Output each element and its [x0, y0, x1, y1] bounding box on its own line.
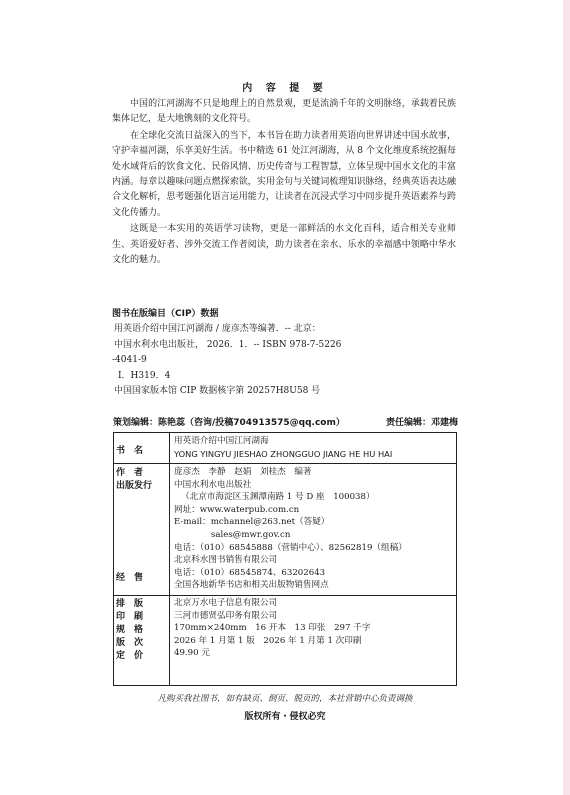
label-publisher: 出版发行 [116, 481, 153, 491]
printing-company: 三河市德贤弘印务有限公司 [174, 610, 278, 621]
editors-line [113, 417, 458, 429]
cip-line: 中国国家版本馆 CIP 数据核字第 20257H8U58 号 [114, 386, 321, 397]
table-row-divider [114, 595, 456, 596]
distributor-name: 北京科水图书销售有限公司 [174, 555, 278, 566]
publisher-email: sales@mwr.gov.cn [211, 529, 291, 540]
summary-paragraph: 这既是一本实用的英语学习读物，更是一部鲜活的水文化百科，适合相关专业师生、英语爱好者、涉外交流工作者阅读，助力读者在亲水、乐水的幸福感中领略中华水文化的魅力。 [112, 224, 456, 266]
label-edition: 版 次 [116, 638, 144, 648]
summary-body [112, 97, 456, 268]
value-title [174, 435, 453, 460]
summary-title: 内 容 提 要 [242, 83, 328, 94]
cip-line: 中国水利水电出版社， 2026．1．-- ISBN 978-7-5226 [114, 339, 342, 350]
cip-heading: 图书在版编目（CIP）数据 [112, 309, 219, 319]
publisher-website: 网址：www.waterpub.com.cn [174, 504, 300, 515]
cip-line: 用英语介绍中国江河湖海 / 庞彦杰等编著．-- 北京： [114, 324, 321, 335]
publisher-phone: 电话：（010）68545888（营销中心）、82562819（组稿） [174, 542, 407, 553]
cip-line: -4041-9 [112, 355, 147, 366]
distributor-phone: 电话：（010）68545874、63202643 [174, 567, 326, 578]
label-spec: 规 格 [116, 625, 144, 635]
distributor-network: 全国各地新华书店和相关出版物销售网点 [174, 580, 329, 591]
book-title-pinyin: YONG YINGYU JIESHAO ZHONGGUO JIANG HE HU HAI [174, 448, 393, 459]
summary-paragraph: 在全球化交流日益深入的当下，本书旨在助力读者用英语向世界讲述中国水故事，守护幸福河湖，乐享美好生活。书中精选 61 处江河湖海，从 8 个文化维度系统挖掘每处水域背后的饮食文化、民俗风情、历史传奇与工程智慧，立体呈现中国水文化的丰富内涵。每章以趣味问题点燃探索欲，实用金句与关键词梳理知识脉络，经典英语表达融合文化解析，思考题强化语言运用能力，让读者在沉浸式学习中同步提升英语素养与跨文化传播力。 [112, 130, 456, 218]
book-edition: 2026 年 1 月第 1 版 2026 年 1 月第 1 次印刷 [174, 635, 362, 646]
table-divider [169, 433, 170, 685]
cip-line: Ⅰ．H319．4 [118, 370, 171, 381]
publisher-email: E-mail：mchannel@263.net（答疑） [174, 517, 330, 528]
publisher-address: （北京市海淀区玉渊潭南路 1 号 D 座 100038） [181, 492, 375, 503]
copyright-table [113, 432, 457, 686]
label-distribution: 经 售 [116, 573, 144, 583]
label-price: 定 价 [116, 651, 144, 661]
summary-paragraph: 中国的江河湖海不只是地理上的自然景观，更是流淌千年的文明脉络，承载着民族集体记忆，是大地镌刻的文化符号。 [112, 99, 456, 125]
value-production [174, 597, 453, 660]
cip-data-block [112, 307, 457, 399]
book-spec: 170mm×240mm 16 开本 13 印张 297 千字 [174, 623, 371, 634]
table-row-divider [114, 463, 456, 464]
planning-editor: 策划编辑：陈艳蕊（咨询/投稿704913575@qq.com） [113, 418, 345, 428]
book-price: 49.90 元 [174, 648, 210, 659]
author-names: 庞彦杰 李静 赵娟 刘桂杰 编著 [174, 467, 312, 477]
responsible-editor: 责任编辑：邓建梅 [385, 418, 458, 428]
label-title: 书 名 [116, 446, 144, 456]
page-edge-strip [563, 0, 570, 795]
label-author: 作 者 [116, 468, 144, 478]
book-title: 用英语介绍中国江河湖海 [174, 436, 269, 446]
publisher-name: 中国水利水电出版社 [174, 479, 252, 490]
typesetting-company: 北京万水电子信息有限公司 [174, 598, 278, 608]
footer-notice: 凡购买我社图书，如有缺页、倒页、脱页的，本社营销中心负责调换 [157, 694, 413, 704]
label-printing: 印 刷 [116, 612, 144, 622]
label-typesetting: 排 版 [116, 599, 144, 609]
value-author-publisher [174, 466, 453, 592]
footer-rights: 版权所有・侵权必究 [244, 712, 326, 722]
